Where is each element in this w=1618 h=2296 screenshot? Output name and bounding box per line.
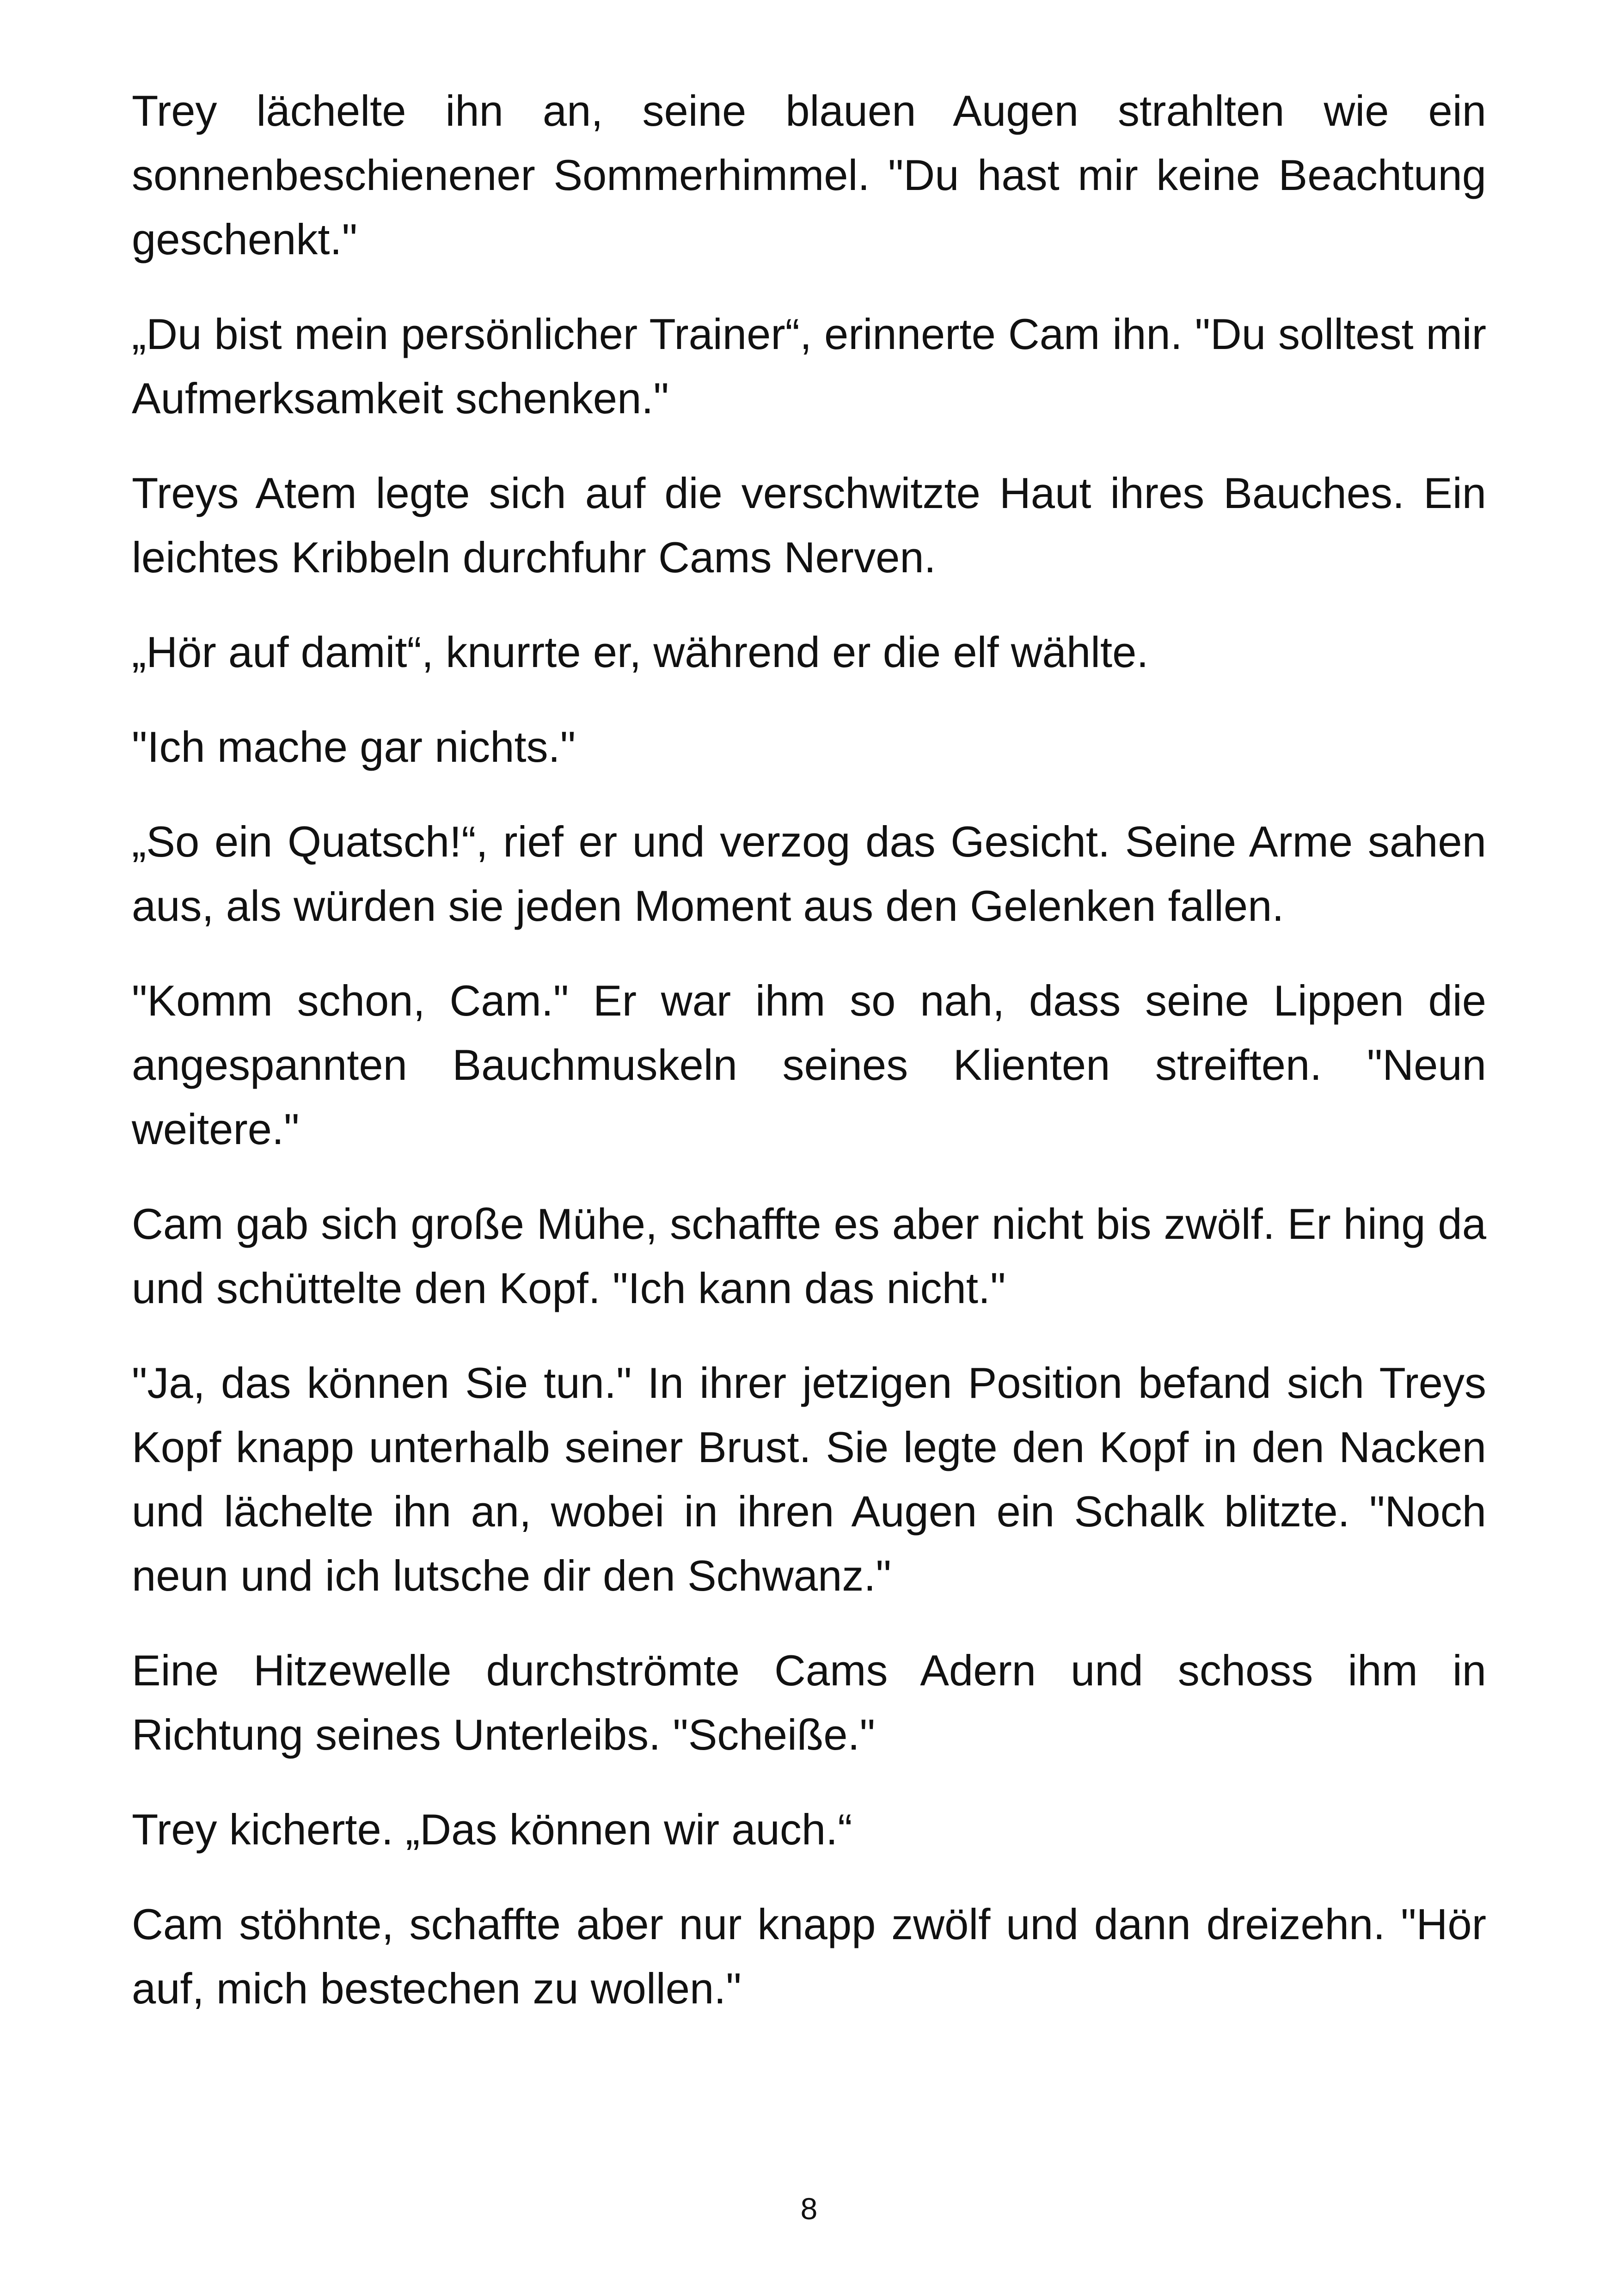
paragraph: Eine Hitzewelle durchströmte Cams Adern und schoss ihm in Richtung seines Unterleibs. "Scheiße." xyxy=(132,1646,1486,1759)
paragraph: Trey lächelte ihn an, seine blauen Augen strahlten wie ein sonnenbeschienener Sommerhimmel. "Du hast mir keine Beachtung geschenkt." xyxy=(132,86,1486,263)
paragraph: Cam stöhnte, schaffte aber nur knapp zwölf und dann dreizehn. "Hör auf, mich bestechen zu wollen." xyxy=(132,1900,1486,2013)
paragraph: „Hör auf damit“, knurrte er, während er die elf wählte. xyxy=(132,628,1149,676)
paragraph: „So ein Quatsch!“, rief er und verzog das Gesicht. Seine Arme sahen aus, als würden sie jeden Moment aus den Gelenken fallen. xyxy=(132,817,1486,930)
document-body xyxy=(132,79,1486,2051)
paragraph: "Ja, das können Sie tun." In ihrer jetzigen Position befand sich Treys Kopf knapp unterhalb seiner Brust. Sie legte den Kopf in den Nacken und lächelte ihn an, wobei in ihren Augen ein Schalk blitzte. "Noch neun und ich lutsche dir den Schwanz." xyxy=(132,1359,1486,1600)
paragraph: Trey kicherte. „Das können wir auch.“ xyxy=(132,1805,852,1854)
paragraph: "Ich mache gar nichts." xyxy=(132,722,576,771)
paragraph: Cam gab sich große Mühe, schaffte es aber nicht bis zwölf. Er hing da und schüttelte den Kopf. "Ich kann das nicht." xyxy=(132,1200,1486,1312)
paragraph: Treys Atem legte sich auf die verschwitzte Haut ihres Bauches. Ein leichtes Kribbeln durchfuhr Cams Nerven. xyxy=(132,469,1486,582)
paragraph: "Komm schon, Cam." Er war ihm so nah, dass seine Lippen die angespannten Bauchmuskeln seines Klienten streiften. "Neun weitere." xyxy=(132,976,1486,1153)
page-number: 8 xyxy=(800,2192,818,2226)
paragraph: „Du bist mein persönlicher Trainer“, erinnerte Cam ihn. "Du solltest mir Aufmerksamkeit schenken." xyxy=(132,310,1486,422)
